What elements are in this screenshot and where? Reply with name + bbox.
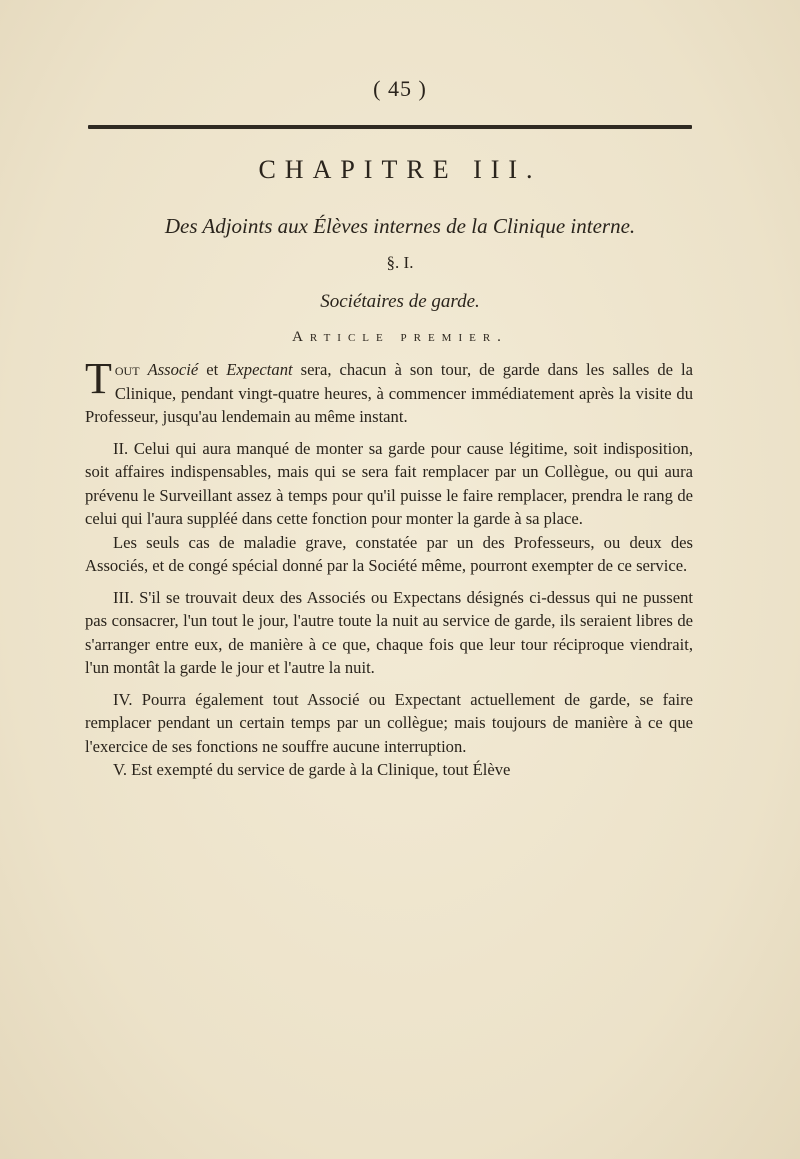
article-heading: Article premier. xyxy=(292,329,508,345)
paragraph-1-italic-associe: Associé xyxy=(147,360,199,379)
paragraph-5: IV. Pourra également tout Associé ou Expectant actuellement de garde, se faire remplacer pendant un certain temps par un collègue; mais toujours de manière à ce que l'exercice de ses fonctions ne souffre aucune interruption. xyxy=(85,689,693,756)
drop-cap: T xyxy=(85,354,112,403)
paragraph-1 xyxy=(85,354,693,429)
body-text xyxy=(85,354,693,782)
chapter-title: CHAPITRE III. xyxy=(258,155,542,184)
section-number: §. I. xyxy=(386,253,414,272)
page-number: ( 45 ) xyxy=(373,76,427,101)
chapter-subtitle: Des Adjoints aux Élèves internes de la Clinique interne. xyxy=(164,214,636,238)
paragraph-1-lead: out xyxy=(114,360,140,379)
paragraph-1-mid: et xyxy=(198,360,227,379)
paragraph-4: III. S'il se trouvait deux des Associés ou Expectans désignés ci-dessus qui ne pussent pas consacrer, l'un tout le jour, l'autre toute la nuit au service de garde, ils seraient libres de s'arranger entre eux, de manière à ce que, chaque fois que leur tour réciproque viendrait, l'un montât la garde le jour et l'autre la nuit. xyxy=(85,587,693,677)
paragraph-3: Les seuls cas de maladie grave, constatée par un des Professeurs, ou deux des Associés, et de congé spécial donné par la Société même, pourront exempter de ce service. xyxy=(85,532,693,575)
paragraph-1-italic-expectant: Expectant xyxy=(226,360,293,379)
paragraph-2: II. Celui qui aura manqué de monter sa garde pour cause légitime, soit indisposition, soit affaires indispensables, mais qui se sera fait remplacer par un Collègue, ou qui aura prévenu le Surveillant assez à temps pour qu'il puisse le faire remplacer, prendra le rang de celui qui l'aura suppléé dans cette fonction pour monter la garde à sa place. xyxy=(85,438,693,528)
header-rule xyxy=(88,125,692,129)
section-title: Sociétaires de garde. xyxy=(320,291,480,312)
paragraph-6: V. Est exempté du service de garde à la Clinique, tout Élève xyxy=(113,760,511,779)
paragraph-1-rest: sera, chacun à son tour, de garde dans les salles de la Clinique, pendant vingt-quatre heures, à commencer immédiatement après la visite du Professeur, jusqu'au lendemain au même instant. xyxy=(85,360,693,426)
